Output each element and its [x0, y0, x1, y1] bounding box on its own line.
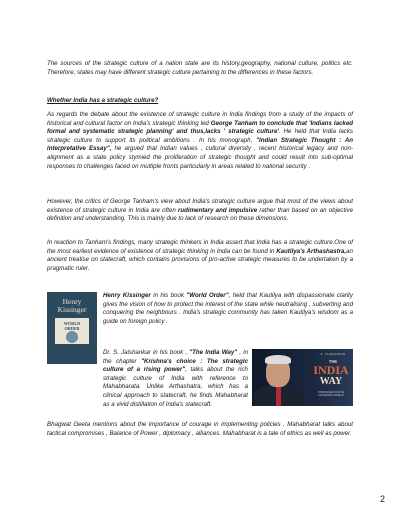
- kissinger-name: Henry Kissinger: [103, 292, 151, 299]
- paragraph-reaction: [47, 239, 353, 273]
- title-line: ORDER: [64, 325, 80, 331]
- world-order-book-cover: [47, 292, 97, 364]
- text-run: , talks about the rich strategic culture of India with reference to Mahabharata. Unlike Arthashatra, which has a clinical approach to statecraft, he finds Mahabharat as a vivid distillation of India's statecraft.: [103, 366, 248, 408]
- author-first: Henry: [62, 297, 82, 306]
- cover-india: INDIA: [313, 363, 349, 377]
- text-run: , in the chapter: [103, 349, 248, 365]
- chapter-title: "Krishna's choice : The strategic culture of a rising power": [103, 357, 248, 374]
- paragraph-kissinger: [103, 292, 353, 326]
- cover-the: THE: [328, 359, 338, 364]
- emphasis-rudimentary: rudimentary and impulsive: [177, 206, 258, 214]
- text-run: he argued that Indian values , cultural diversity , recent historical legacy and non-alignment as a state policy stymied the proliferation of strategic thought and could result into sub-optimal responses to challenges faced on multiple fronts particularly in areas related to national security .: [47, 145, 354, 170]
- india-way-title: "The India Way": [189, 349, 238, 356]
- cover-author: S. JAISHANKAR: [320, 352, 346, 356]
- india-way-book-cover: [252, 349, 353, 406]
- text-run: an ancient treatise on statecraft, which contains provisions of pro-active strategic measures to be undertaken by a pragmatic ruler.: [47, 247, 353, 272]
- author-last: Kissinger: [57, 305, 87, 314]
- title-line: WORLD: [63, 321, 81, 326]
- globe-icon: [66, 331, 78, 343]
- arthashastra-term: Kautilya's Arthashastra,: [276, 247, 347, 255]
- paragraph-critics: [47, 198, 353, 224]
- text-run: However, the critics of George Tanham's view about India's strategic culture argue that most of the views about existence of strategic culture in India are often: [47, 198, 353, 214]
- text-run: , held that Kautilya with dispassionate clarity gives the vision of how to protect the interest of the state while neutralising , subverting and conquering the neighbours . India's strategic community has taken Kautilya's wisdom as a guide on foreign policy .: [103, 292, 353, 325]
- paragraph-sources: The sources of the strategic culture of a nation state are its history,geography, national culture, politics etc. Therefore, states may have different strategic culture pertaining to the differences in these factors.: [47, 60, 353, 76]
- book-author: [47, 298, 97, 314]
- cover-way: WAY: [319, 376, 343, 387]
- text-run: rather than based on an objective definition and understanding. This is mainly due to lack of research on these dimensions.: [47, 206, 353, 223]
- portrait-tie: [276, 387, 281, 406]
- section-heading: Whether India has a strategic culture?: [47, 97, 159, 104]
- book-title: [55, 322, 89, 331]
- paragraph-jaishankar-intro: [103, 349, 248, 409]
- world-order-title: "World Order": [186, 292, 229, 299]
- portrait-hair: [265, 355, 291, 364]
- page-number: 2: [380, 494, 386, 504]
- paragraph-geeta: Bhagwat Geeta mentions about the importance of courage in implementing policies . Mahabharat talks about tactical compromises , Balance of Power , diplomacy , alliances. Mahabharat is a tale of ethics as well as power.: [47, 421, 353, 437]
- monograph-title: "Indian Strategic Thought : An interpretative Essay",: [47, 136, 354, 153]
- cover-subtitle: STRATEGIES FOR AN UNCERTAIN WORLD: [317, 391, 345, 397]
- text-run: Dr. S. Jaishankar in his book ,: [103, 349, 190, 356]
- paragraph-tanham: [47, 111, 353, 171]
- tanham-conclusion: George Tanham to conclude that 'Indians lacked formal and systematic strategic planning' and thus,lacks ' strategic culture': [47, 119, 353, 136]
- text-run: As regards the debate about the existence of strategic culture in India findings from a study of the impacts of historical and cultural factor on India's strategic thinking led: [47, 111, 353, 127]
- text-run: in his book: [150, 292, 187, 299]
- book-title-card: [55, 318, 89, 344]
- text-run: . He held that India lacks strategic culture to support its political ambitions . In his monograph,: [47, 128, 353, 144]
- text-run: In reaction to Tanham's findings, many strategic thinkers in India assert that India has a strategic culture.One of the most earliest evidence of existence of strategic thinking in India can be found in: [47, 239, 353, 255]
